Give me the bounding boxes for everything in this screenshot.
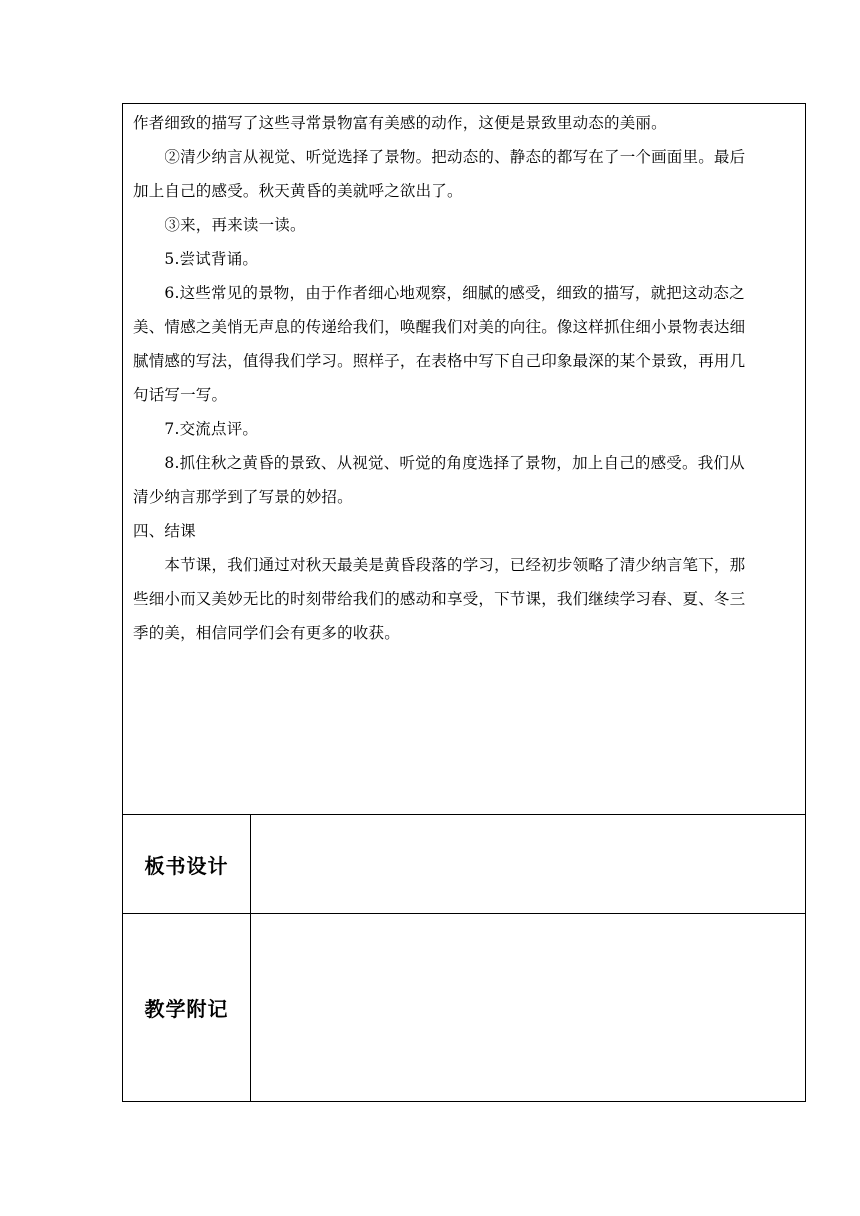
content-line: 清少纳言那学到了写景的妙招。 [133, 488, 353, 506]
content-line: 7.交流点评。 [133, 420, 259, 438]
content-line: 5.尝试背诵。 [133, 250, 259, 268]
board-design-label: 板书设计 [144, 853, 229, 878]
board-design-row [123, 815, 805, 914]
board-design-value-cell [251, 815, 805, 913]
content-line: 美、情感之美悄无声息的传递给我们，唤醒我们对美的向往。像这样抓住细小景物表达细 [133, 318, 746, 336]
lesson-content-cell [123, 104, 805, 815]
content-line: 句话写一写。 [133, 386, 228, 404]
content-line: 本节课，我们通过对秋天最美是黄昏段落的学习，已经初步领略了清少纳言笔下，那 [133, 556, 746, 574]
section-heading: 四、结课 [133, 522, 196, 540]
content-line: 加上自己的感受。秋天黄昏的美就呼之欲出了。 [133, 182, 463, 200]
content-line: 8.抓住秋之黄昏的景致、从视觉、听觉的角度选择了景物，加上自己的感受。我们从 [133, 454, 745, 472]
teaching-notes-label: 教学附记 [144, 997, 229, 1021]
lesson-plan-table [122, 103, 806, 1102]
content-line: 些细小而又美妙无比的时刻带给我们的感动和享受，下节课，我们继续学习春、夏、冬三 [133, 590, 746, 608]
teaching-notes-value-cell [251, 914, 805, 1101]
content-line: 作者细致的描写了这些寻常景物富有美感的动作，这便是景致里动态的美丽。 [133, 114, 667, 132]
teaching-notes-label-cell [123, 914, 251, 1101]
content-line: ②清少纳言从视觉、听觉选择了景物。把动态的、静态的都写在了一个画面里。最后 [133, 148, 746, 166]
content-line: 季的美，相信同学们会有更多的收获。 [133, 624, 400, 642]
content-line: 腻情感的写法，值得我们学习。照样子，在表格中写下自己印象最深的某个景致，再用几 [133, 352, 746, 370]
teaching-notes-row [123, 914, 805, 1101]
board-design-label-cell [123, 815, 251, 913]
content-line: 6.这些常见的景物，由于作者细心地观察，细腻的感受，细致的描写，就把这动态之 [133, 284, 745, 302]
content-line: ③来，再来读一读。 [133, 216, 306, 234]
